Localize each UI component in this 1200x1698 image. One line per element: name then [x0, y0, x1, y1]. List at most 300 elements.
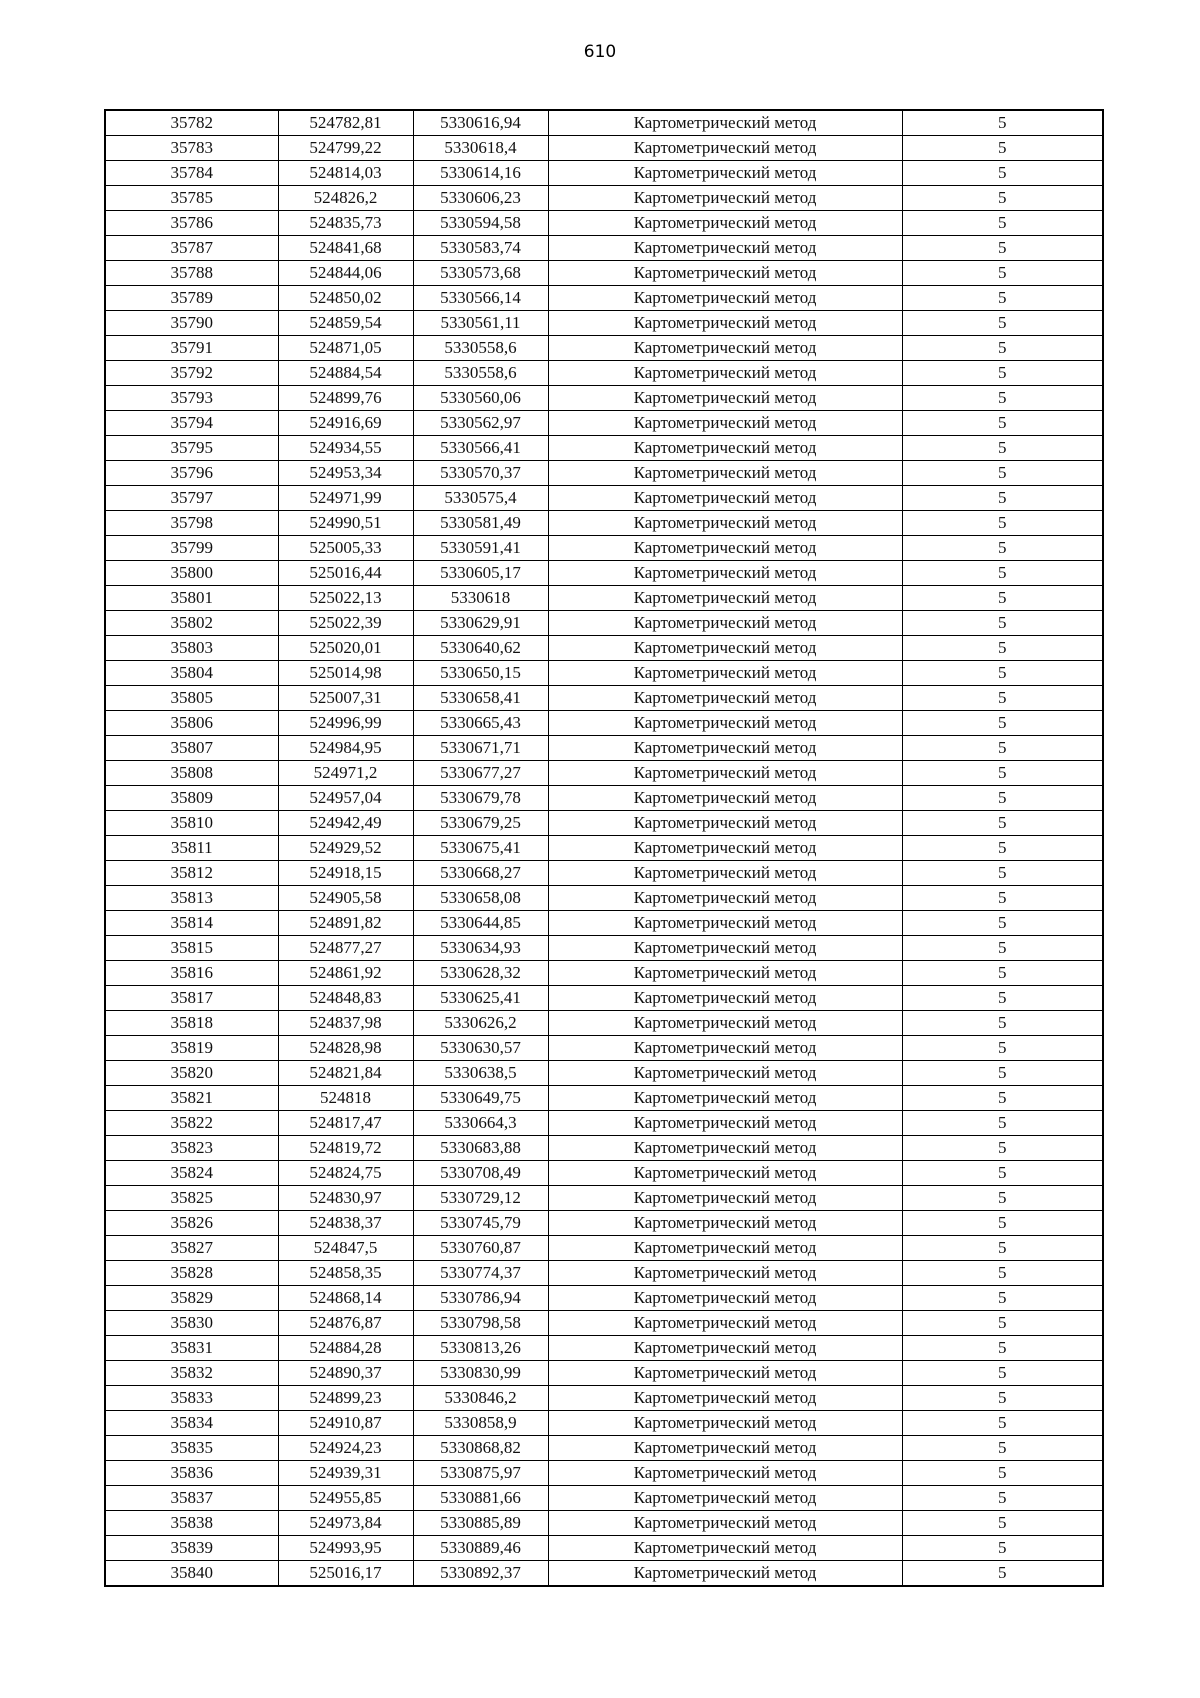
- x-coordinate-cell: 524868,14: [278, 1286, 413, 1311]
- table-row: [105, 1436, 1103, 1461]
- point-number-cell: 35827: [105, 1236, 278, 1261]
- y-coordinate-cell: 5330594,58: [413, 211, 548, 236]
- accuracy-cell: 5: [902, 136, 1103, 161]
- table-row: [105, 561, 1103, 586]
- method-cell: Картометрический метод: [548, 536, 902, 561]
- method-cell: Картометрический метод: [548, 1511, 902, 1536]
- y-coordinate-cell: 5330605,17: [413, 561, 548, 586]
- method-cell: Картометрический метод: [548, 561, 902, 586]
- point-number-cell: 35811: [105, 836, 278, 861]
- table-row: [105, 811, 1103, 836]
- y-coordinate-cell: 5330729,12: [413, 1186, 548, 1211]
- accuracy-cell: 5: [902, 1411, 1103, 1436]
- point-number-cell: 35807: [105, 736, 278, 761]
- table-row: [105, 536, 1103, 561]
- accuracy-cell: 5: [902, 611, 1103, 636]
- table-row: [105, 736, 1103, 761]
- table-row: [105, 311, 1103, 336]
- x-coordinate-cell: 524830,97: [278, 1186, 413, 1211]
- method-cell: Картометрический метод: [548, 1411, 902, 1436]
- accuracy-cell: 5: [902, 986, 1103, 1011]
- table-row: [105, 1011, 1103, 1036]
- accuracy-cell: 5: [902, 1286, 1103, 1311]
- x-coordinate-cell: 524973,84: [278, 1511, 413, 1536]
- point-number-cell: 35801: [105, 586, 278, 611]
- method-cell: Картометрический метод: [548, 886, 902, 911]
- y-coordinate-cell: 5330658,08: [413, 886, 548, 911]
- table-row: [105, 411, 1103, 436]
- x-coordinate-cell: 524799,22: [278, 136, 413, 161]
- method-cell: Картометрический метод: [548, 1036, 902, 1061]
- y-coordinate-cell: 5330858,9: [413, 1411, 548, 1436]
- x-coordinate-cell: 524871,05: [278, 336, 413, 361]
- accuracy-cell: 5: [902, 736, 1103, 761]
- point-number-cell: 35820: [105, 1061, 278, 1086]
- y-coordinate-cell: 5330630,57: [413, 1036, 548, 1061]
- table-row: [105, 486, 1103, 511]
- accuracy-cell: 5: [902, 1011, 1103, 1036]
- y-coordinate-cell: 5330892,37: [413, 1561, 548, 1587]
- table-row: [105, 611, 1103, 636]
- point-number-cell: 35832: [105, 1361, 278, 1386]
- point-number-cell: 35830: [105, 1311, 278, 1336]
- y-coordinate-cell: 5330616,94: [413, 110, 548, 136]
- y-coordinate-cell: 5330570,37: [413, 461, 548, 486]
- accuracy-cell: 5: [902, 1336, 1103, 1361]
- accuracy-cell: 5: [902, 386, 1103, 411]
- accuracy-cell: 5: [902, 536, 1103, 561]
- x-coordinate-cell: 524905,58: [278, 886, 413, 911]
- accuracy-cell: 5: [902, 1236, 1103, 1261]
- accuracy-cell: 5: [902, 1161, 1103, 1186]
- method-cell: Картометрический метод: [548, 861, 902, 886]
- accuracy-cell: 5: [902, 110, 1103, 136]
- y-coordinate-cell: 5330786,94: [413, 1286, 548, 1311]
- point-number-cell: 35824: [105, 1161, 278, 1186]
- point-number-cell: 35835: [105, 1436, 278, 1461]
- point-number-cell: 35809: [105, 786, 278, 811]
- x-coordinate-cell: 524876,87: [278, 1311, 413, 1336]
- table-row: [105, 1561, 1103, 1587]
- x-coordinate-cell: 524971,99: [278, 486, 413, 511]
- point-number-cell: 35782: [105, 110, 278, 136]
- point-number-cell: 35825: [105, 1186, 278, 1211]
- method-cell: Картометрический метод: [548, 486, 902, 511]
- x-coordinate-cell: 525022,13: [278, 586, 413, 611]
- table-row: [105, 911, 1103, 936]
- accuracy-cell: 5: [902, 1311, 1103, 1336]
- point-number-cell: 35784: [105, 161, 278, 186]
- y-coordinate-cell: 5330658,41: [413, 686, 548, 711]
- method-cell: Картометрический метод: [548, 986, 902, 1011]
- y-coordinate-cell: 5330558,6: [413, 336, 548, 361]
- point-number-cell: 35810: [105, 811, 278, 836]
- accuracy-cell: 5: [902, 261, 1103, 286]
- y-coordinate-cell: 5330591,41: [413, 536, 548, 561]
- x-coordinate-cell: 524826,2: [278, 186, 413, 211]
- method-cell: Картометрический метод: [548, 236, 902, 261]
- table-row: [105, 936, 1103, 961]
- point-number-cell: 35787: [105, 236, 278, 261]
- table-row: [105, 1486, 1103, 1511]
- x-coordinate-cell: 524848,83: [278, 986, 413, 1011]
- point-number-cell: 35822: [105, 1111, 278, 1136]
- y-coordinate-cell: 5330618,4: [413, 136, 548, 161]
- accuracy-cell: 5: [902, 1211, 1103, 1236]
- table-row: [105, 1236, 1103, 1261]
- point-number-cell: 35806: [105, 711, 278, 736]
- point-number-cell: 35793: [105, 386, 278, 411]
- y-coordinate-cell: 5330560,06: [413, 386, 548, 411]
- y-coordinate-cell: 5330581,49: [413, 511, 548, 536]
- accuracy-cell: 5: [902, 1561, 1103, 1587]
- method-cell: Картометрический метод: [548, 1461, 902, 1486]
- point-number-cell: 35783: [105, 136, 278, 161]
- table-row: [105, 861, 1103, 886]
- point-number-cell: 35802: [105, 611, 278, 636]
- point-number-cell: 35788: [105, 261, 278, 286]
- x-coordinate-cell: 524884,28: [278, 1336, 413, 1361]
- table-row: [105, 711, 1103, 736]
- y-coordinate-cell: 5330575,4: [413, 486, 548, 511]
- table-row: [105, 236, 1103, 261]
- y-coordinate-cell: 5330566,14: [413, 286, 548, 311]
- x-coordinate-cell: 524844,06: [278, 261, 413, 286]
- table-row: [105, 986, 1103, 1011]
- y-coordinate-cell: 5330675,41: [413, 836, 548, 861]
- method-cell: Картометрический метод: [548, 1336, 902, 1361]
- x-coordinate-cell: 524859,54: [278, 311, 413, 336]
- method-cell: Картометрический метод: [548, 110, 902, 136]
- table-row: [105, 1211, 1103, 1236]
- coordinates-table: [104, 109, 1104, 1587]
- x-coordinate-cell: 524818: [278, 1086, 413, 1111]
- accuracy-cell: 5: [902, 686, 1103, 711]
- point-number-cell: 35836: [105, 1461, 278, 1486]
- x-coordinate-cell: 524824,75: [278, 1161, 413, 1186]
- table-row: [105, 211, 1103, 236]
- point-number-cell: 35831: [105, 1336, 278, 1361]
- x-coordinate-cell: 524828,98: [278, 1036, 413, 1061]
- accuracy-cell: 5: [902, 1511, 1103, 1536]
- method-cell: Картометрический метод: [548, 1061, 902, 1086]
- accuracy-cell: 5: [902, 186, 1103, 211]
- y-coordinate-cell: 5330562,97: [413, 411, 548, 436]
- method-cell: Картометрический метод: [548, 286, 902, 311]
- accuracy-cell: 5: [902, 1436, 1103, 1461]
- point-number-cell: 35813: [105, 886, 278, 911]
- point-number-cell: 35799: [105, 536, 278, 561]
- accuracy-cell: 5: [902, 1361, 1103, 1386]
- table-row: [105, 1536, 1103, 1561]
- table-row: [105, 110, 1103, 136]
- y-coordinate-cell: 5330573,68: [413, 261, 548, 286]
- x-coordinate-cell: 524890,37: [278, 1361, 413, 1386]
- accuracy-cell: 5: [902, 1486, 1103, 1511]
- method-cell: Картометрический метод: [548, 1111, 902, 1136]
- y-coordinate-cell: 5330606,23: [413, 186, 548, 211]
- accuracy-cell: 5: [902, 1061, 1103, 1086]
- point-number-cell: 35817: [105, 986, 278, 1011]
- x-coordinate-cell: 525007,31: [278, 686, 413, 711]
- method-cell: Картометрический метод: [548, 661, 902, 686]
- x-coordinate-cell: 524837,98: [278, 1011, 413, 1036]
- method-cell: Картометрический метод: [548, 1011, 902, 1036]
- table-row: [105, 1461, 1103, 1486]
- x-coordinate-cell: 524838,37: [278, 1211, 413, 1236]
- table-row: [105, 761, 1103, 786]
- x-coordinate-cell: 524814,03: [278, 161, 413, 186]
- y-coordinate-cell: 5330629,91: [413, 611, 548, 636]
- x-coordinate-cell: 524847,5: [278, 1236, 413, 1261]
- method-cell: Картометрический метод: [548, 811, 902, 836]
- method-cell: Картометрический метод: [548, 711, 902, 736]
- x-coordinate-cell: 524782,81: [278, 110, 413, 136]
- y-coordinate-cell: 5330650,15: [413, 661, 548, 686]
- x-coordinate-cell: 524929,52: [278, 836, 413, 861]
- y-coordinate-cell: 5330664,3: [413, 1111, 548, 1136]
- x-coordinate-cell: 524877,27: [278, 936, 413, 961]
- x-coordinate-cell: 524817,47: [278, 1111, 413, 1136]
- y-coordinate-cell: 5330868,82: [413, 1436, 548, 1461]
- table-row: [105, 1086, 1103, 1111]
- y-coordinate-cell: 5330665,43: [413, 711, 548, 736]
- y-coordinate-cell: 5330638,5: [413, 1061, 548, 1086]
- y-coordinate-cell: 5330708,49: [413, 1161, 548, 1186]
- point-number-cell: 35815: [105, 936, 278, 961]
- x-coordinate-cell: 524916,69: [278, 411, 413, 436]
- y-coordinate-cell: 5330885,89: [413, 1511, 548, 1536]
- x-coordinate-cell: 524821,84: [278, 1061, 413, 1086]
- point-number-cell: 35834: [105, 1411, 278, 1436]
- method-cell: Картометрический метод: [548, 961, 902, 986]
- accuracy-cell: 5: [902, 436, 1103, 461]
- method-cell: Картометрический метод: [548, 736, 902, 761]
- x-coordinate-cell: 524918,15: [278, 861, 413, 886]
- x-coordinate-cell: 524835,73: [278, 211, 413, 236]
- method-cell: Картометрический метод: [548, 1436, 902, 1461]
- point-number-cell: 35789: [105, 286, 278, 311]
- x-coordinate-cell: 524957,04: [278, 786, 413, 811]
- method-cell: Картометрический метод: [548, 761, 902, 786]
- table-row: [105, 836, 1103, 861]
- method-cell: Картометрический метод: [548, 1186, 902, 1211]
- point-number-cell: 35819: [105, 1036, 278, 1061]
- point-number-cell: 35838: [105, 1511, 278, 1536]
- table-row: [105, 386, 1103, 411]
- method-cell: Картометрический метод: [548, 1086, 902, 1111]
- accuracy-cell: 5: [902, 486, 1103, 511]
- table-row: [105, 1136, 1103, 1161]
- y-coordinate-cell: 5330618: [413, 586, 548, 611]
- point-number-cell: 35804: [105, 661, 278, 686]
- accuracy-cell: 5: [902, 861, 1103, 886]
- point-number-cell: 35840: [105, 1561, 278, 1587]
- y-coordinate-cell: 5330798,58: [413, 1311, 548, 1336]
- y-coordinate-cell: 5330626,2: [413, 1011, 548, 1036]
- point-number-cell: 35792: [105, 361, 278, 386]
- method-cell: Картометрический метод: [548, 511, 902, 536]
- y-coordinate-cell: 5330625,41: [413, 986, 548, 1011]
- method-cell: Картометрический метод: [548, 911, 902, 936]
- y-coordinate-cell: 5330671,71: [413, 736, 548, 761]
- accuracy-cell: 5: [902, 1536, 1103, 1561]
- table-row: [105, 461, 1103, 486]
- y-coordinate-cell: 5330846,2: [413, 1386, 548, 1411]
- x-coordinate-cell: 524899,76: [278, 386, 413, 411]
- accuracy-cell: 5: [902, 311, 1103, 336]
- accuracy-cell: 5: [902, 961, 1103, 986]
- accuracy-cell: 5: [902, 336, 1103, 361]
- accuracy-cell: 5: [902, 886, 1103, 911]
- point-number-cell: 35794: [105, 411, 278, 436]
- method-cell: Картометрический метод: [548, 161, 902, 186]
- method-cell: Картометрический метод: [548, 586, 902, 611]
- accuracy-cell: 5: [902, 1136, 1103, 1161]
- accuracy-cell: 5: [902, 286, 1103, 311]
- point-number-cell: 35786: [105, 211, 278, 236]
- accuracy-cell: 5: [902, 661, 1103, 686]
- method-cell: Картометрический метод: [548, 261, 902, 286]
- method-cell: Картометрический метод: [548, 1311, 902, 1336]
- x-coordinate-cell: 524899,23: [278, 1386, 413, 1411]
- x-coordinate-cell: 525022,39: [278, 611, 413, 636]
- y-coordinate-cell: 5330558,6: [413, 361, 548, 386]
- point-number-cell: 35798: [105, 511, 278, 536]
- coordinates-table-body: [105, 110, 1103, 1586]
- accuracy-cell: 5: [902, 586, 1103, 611]
- y-coordinate-cell: 5330813,26: [413, 1336, 548, 1361]
- y-coordinate-cell: 5330677,27: [413, 761, 548, 786]
- table-row: [105, 1111, 1103, 1136]
- method-cell: Картометрический метод: [548, 636, 902, 661]
- page-number: 610: [583, 42, 617, 62]
- method-cell: Картометрический метод: [548, 136, 902, 161]
- y-coordinate-cell: 5330889,46: [413, 1536, 548, 1561]
- accuracy-cell: 5: [902, 786, 1103, 811]
- method-cell: Картометрический метод: [548, 311, 902, 336]
- y-coordinate-cell: 5330679,25: [413, 811, 548, 836]
- point-number-cell: 35823: [105, 1136, 278, 1161]
- accuracy-cell: 5: [902, 1186, 1103, 1211]
- accuracy-cell: 5: [902, 1036, 1103, 1061]
- x-coordinate-cell: 525020,01: [278, 636, 413, 661]
- table-row: [105, 1411, 1103, 1436]
- x-coordinate-cell: 524850,02: [278, 286, 413, 311]
- table-row: [105, 136, 1103, 161]
- table-row: [105, 886, 1103, 911]
- method-cell: Картометрический метод: [548, 786, 902, 811]
- y-coordinate-cell: 5330644,85: [413, 911, 548, 936]
- table-row: [105, 961, 1103, 986]
- method-cell: Картометрический метод: [548, 1261, 902, 1286]
- y-coordinate-cell: 5330583,74: [413, 236, 548, 261]
- point-number-cell: 35795: [105, 436, 278, 461]
- x-coordinate-cell: 524993,95: [278, 1536, 413, 1561]
- point-number-cell: 35828: [105, 1261, 278, 1286]
- x-coordinate-cell: 524819,72: [278, 1136, 413, 1161]
- point-number-cell: 35821: [105, 1086, 278, 1111]
- table-row: [105, 336, 1103, 361]
- table-row: [105, 661, 1103, 686]
- table-row: [105, 636, 1103, 661]
- accuracy-cell: 5: [902, 936, 1103, 961]
- x-coordinate-cell: 524953,34: [278, 461, 413, 486]
- table-row: [105, 161, 1103, 186]
- method-cell: Картометрический метод: [548, 436, 902, 461]
- point-number-cell: 35839: [105, 1536, 278, 1561]
- y-coordinate-cell: 5330614,16: [413, 161, 548, 186]
- point-number-cell: 35796: [105, 461, 278, 486]
- accuracy-cell: 5: [902, 811, 1103, 836]
- y-coordinate-cell: 5330881,66: [413, 1486, 548, 1511]
- method-cell: Картометрический метод: [548, 686, 902, 711]
- point-number-cell: 35785: [105, 186, 278, 211]
- point-number-cell: 35833: [105, 1386, 278, 1411]
- table-row: [105, 1286, 1103, 1311]
- y-coordinate-cell: 5330668,27: [413, 861, 548, 886]
- accuracy-cell: 5: [902, 461, 1103, 486]
- accuracy-cell: 5: [902, 1461, 1103, 1486]
- method-cell: Картометрический метод: [548, 361, 902, 386]
- table-row: [105, 1036, 1103, 1061]
- y-coordinate-cell: 5330875,97: [413, 1461, 548, 1486]
- y-coordinate-cell: 5330774,37: [413, 1261, 548, 1286]
- method-cell: Картометрический метод: [548, 1536, 902, 1561]
- method-cell: Картометрический метод: [548, 386, 902, 411]
- x-coordinate-cell: 524861,92: [278, 961, 413, 986]
- accuracy-cell: 5: [902, 636, 1103, 661]
- x-coordinate-cell: 524996,99: [278, 711, 413, 736]
- method-cell: Картометрический метод: [548, 211, 902, 236]
- table-row: [105, 1261, 1103, 1286]
- x-coordinate-cell: 524891,82: [278, 911, 413, 936]
- table-row: [105, 1386, 1103, 1411]
- point-number-cell: 35808: [105, 761, 278, 786]
- method-cell: Картометрический метод: [548, 1236, 902, 1261]
- table-row: [105, 1186, 1103, 1211]
- x-coordinate-cell: 524955,85: [278, 1486, 413, 1511]
- table-row: [105, 1361, 1103, 1386]
- x-coordinate-cell: 525014,98: [278, 661, 413, 686]
- x-coordinate-cell: 524971,2: [278, 761, 413, 786]
- method-cell: Картометрический метод: [548, 1561, 902, 1587]
- accuracy-cell: 5: [902, 561, 1103, 586]
- method-cell: Картометрический метод: [548, 611, 902, 636]
- y-coordinate-cell: 5330649,75: [413, 1086, 548, 1111]
- x-coordinate-cell: 524841,68: [278, 236, 413, 261]
- y-coordinate-cell: 5330634,93: [413, 936, 548, 961]
- table-row: [105, 261, 1103, 286]
- method-cell: Картометрический метод: [548, 336, 902, 361]
- table-row: [105, 1511, 1103, 1536]
- accuracy-cell: 5: [902, 836, 1103, 861]
- method-cell: Картометрический метод: [548, 1211, 902, 1236]
- x-coordinate-cell: 524942,49: [278, 811, 413, 836]
- table-row: [105, 1161, 1103, 1186]
- accuracy-cell: 5: [902, 1386, 1103, 1411]
- table-row: [105, 586, 1103, 611]
- point-number-cell: 35829: [105, 1286, 278, 1311]
- accuracy-cell: 5: [902, 511, 1103, 536]
- method-cell: Картометрический метод: [548, 1486, 902, 1511]
- accuracy-cell: 5: [902, 211, 1103, 236]
- table-row: [105, 186, 1103, 211]
- method-cell: Картометрический метод: [548, 836, 902, 861]
- point-number-cell: 35790: [105, 311, 278, 336]
- accuracy-cell: 5: [902, 1086, 1103, 1111]
- table-row: [105, 436, 1103, 461]
